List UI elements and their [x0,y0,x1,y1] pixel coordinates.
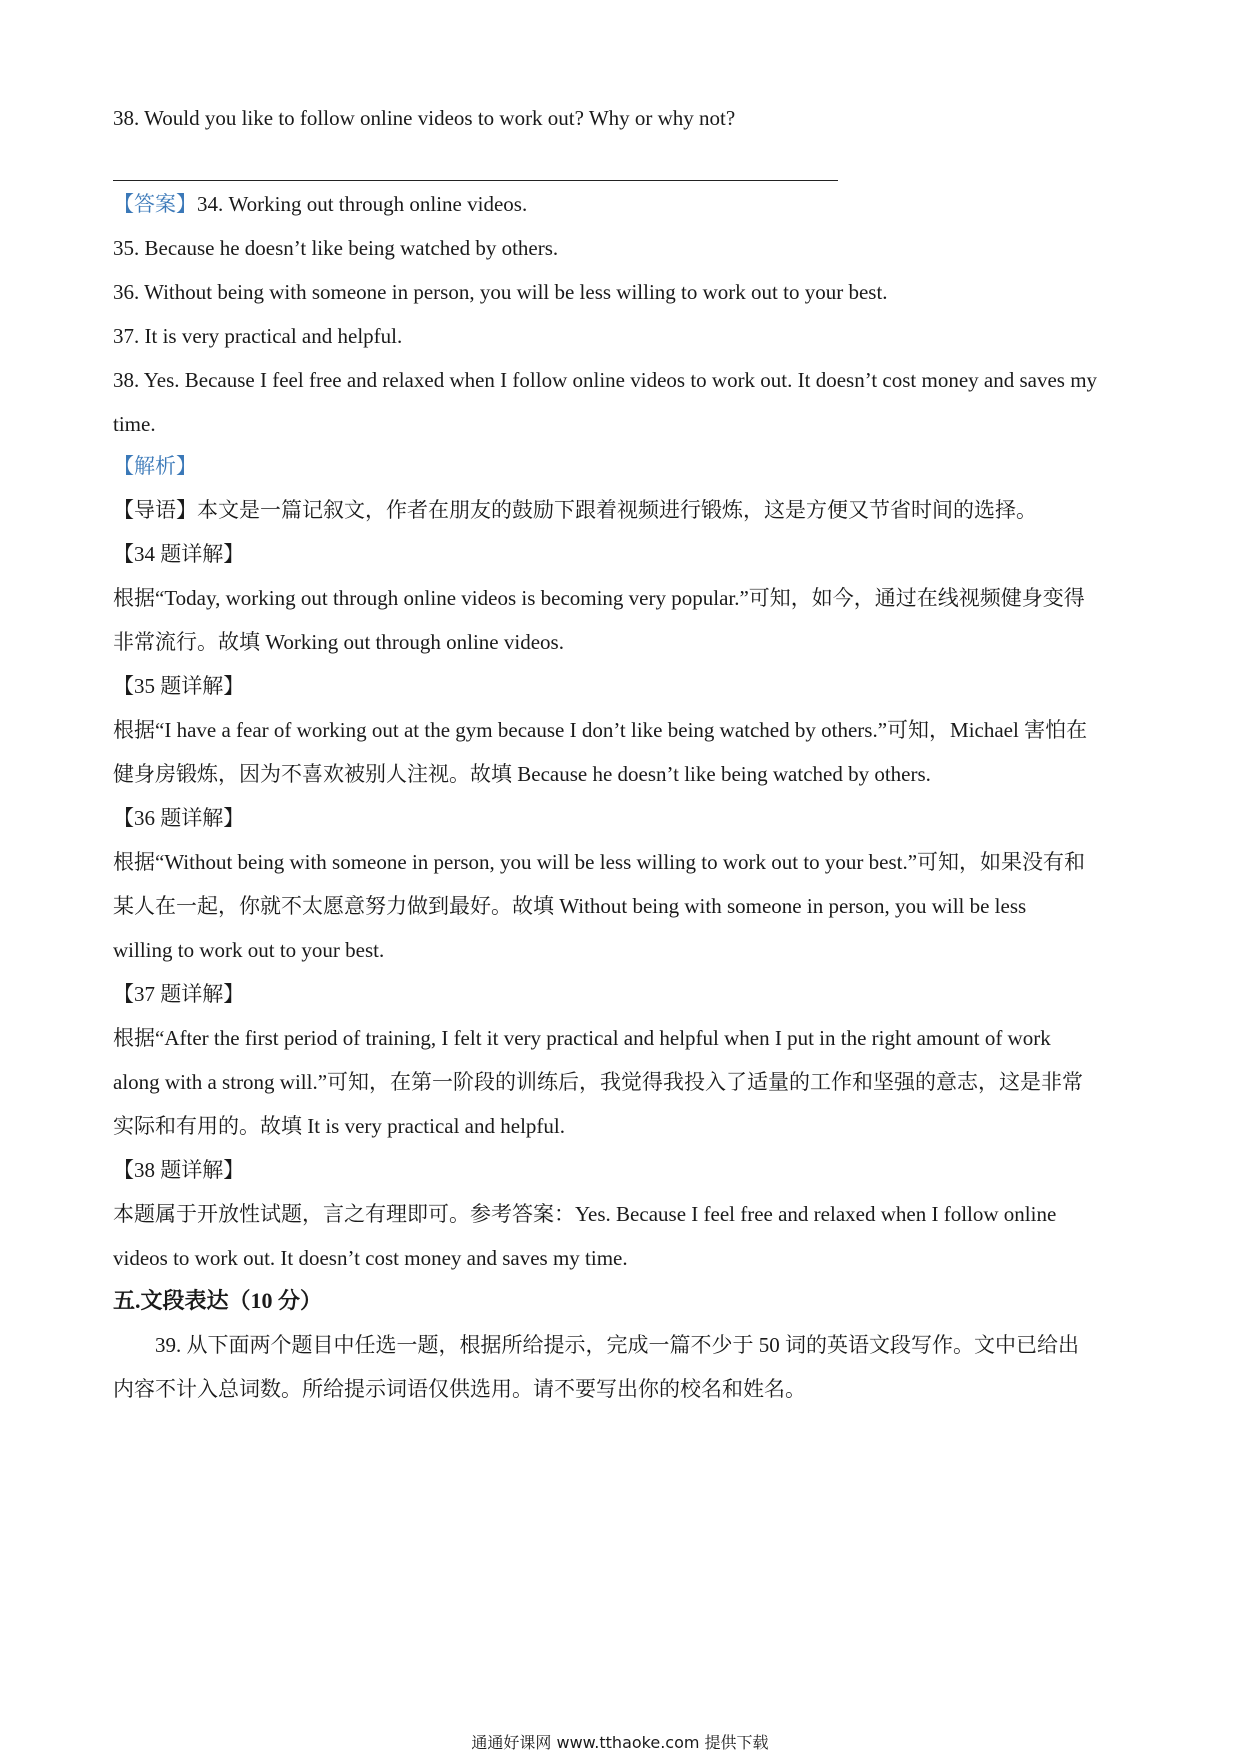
answer-blank-line [113,180,838,181]
answer-35: 35. Because he doesn’t like being watched by others. [113,236,559,260]
intro-paragraph: 【导语】本文是一篇记叙文，作者在朋友的鼓励下跟着视频进行锻炼，这是方便又节省时间的选择。 [113,498,1037,522]
detail-35-line2: 健身房锻炼，因为不喜欢被别人注视。故填 Because he doesn’t like being watched by others. [113,762,931,786]
analysis-label: 【解析】 [113,454,197,478]
question-39-line2: 内容不计入总词数。所给提示词语仅供选用。请不要写出你的校名和姓名。 [113,1377,806,1401]
detail-34-line1: 根据“Today, working out through online videos is becoming very popular.”可知，如今，通过在线视频健身变得 [113,586,1085,610]
detail-37-title: 【37 题详解】 [113,982,245,1006]
section-5-heading: 五.文段表达（10 分） [113,1288,323,1313]
detail-36-line2: 某人在一起，你就不太愿意努力做到最好。故填 Without being with someone in person, you will be less [113,894,1027,918]
detail-38-title: 【38 题详解】 [113,1158,245,1182]
detail-38-line2: videos to work out. It doesn’t cost money and saves my time. [113,1246,628,1270]
detail-34-title: 【34 题详解】 [113,542,245,566]
detail-36-title: 【36 题详解】 [113,806,245,830]
detail-37-line3: 实际和有用的。故填 It is very practical and helpful. [113,1114,565,1138]
question-38: 38. Would you like to follow online videos to work out? Why or why not? [113,106,736,130]
answer-38-line1: 38. Yes. Because I feel free and relaxed when I follow online videos to work out. It doesn’t cost money and saves my [113,368,1098,392]
detail-36-line1: 根据“Without being with someone in person, you will be less willing to work out to your best.”可知，如果没有和 [113,850,1086,874]
detail-38-line1: 本题属于开放性试题，言之有理即可。参考答案：Yes. Because I feel free and relaxed when I follow online [113,1202,1057,1226]
answer-34 [113,190,1138,218]
question-39-line1: 39. 从下面两个题目中任选一题，根据所给提示，完成一篇不少于 50 词的英语文段写作。文中已给出 [155,1333,1079,1357]
footer-watermark: 通通好课网 www.tthaoke.com 提供下载 [471,1733,769,1752]
detail-34-line2: 非常流行。故填 Working out through online videos. [113,630,564,654]
answer-36: 36. Without being with someone in person, you will be less willing to work out to your best. [113,280,888,304]
detail-35-title: 【35 题详解】 [113,674,245,698]
detail-36-line3: willing to work out to your best. [113,938,385,962]
answer-34-text: 34. Working out through online videos. [197,192,528,216]
detail-37-line2: along with a strong will.”可知，在第一阶段的训练后，我觉得我投入了适量的工作和坚强的意志，这是非常 [113,1070,1084,1094]
detail-37-line1: 根据“After the first period of training, I felt it very practical and helpful when I put in the right amount of work [113,1026,1051,1050]
answer-37: 37. It is very practical and helpful. [113,324,403,348]
answer-38-line2: time. [113,412,156,436]
detail-35-line1: 根据“I have a fear of working out at the gym because I don’t like being watched by others.”可知，Michael 害怕在 [113,718,1088,742]
answer-label: 【答案】 [113,192,197,216]
